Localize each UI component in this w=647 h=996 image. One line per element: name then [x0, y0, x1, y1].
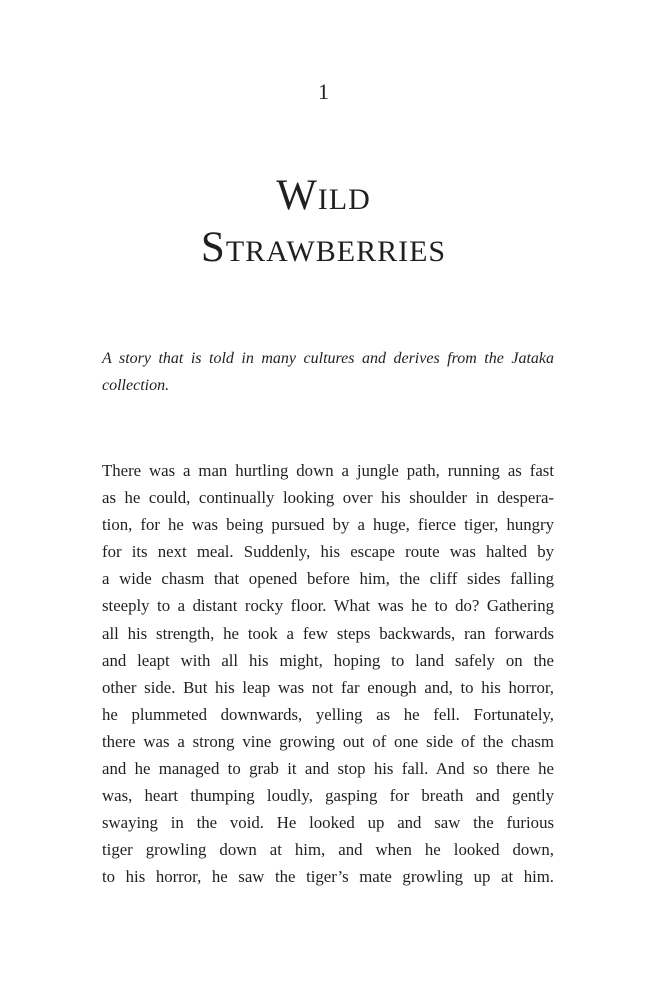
body-line: all his strength, he took a few steps backwards, ran forwards — [102, 623, 554, 643]
body-line: other side. But his leap was not far enough and, to his horror, — [102, 677, 554, 697]
body-line: to his horror, he saw the tiger’s mate growling up at him. — [102, 867, 554, 887]
chapter-title-line-1: Wild — [276, 172, 371, 219]
chapter-title-line-2: Strawberries — [200, 224, 447, 271]
body-line: and he managed to grab it and stop his fall. And so there he — [102, 759, 554, 779]
body-line: was, heart thumping loudly, gasping for breath and gently — [102, 786, 554, 806]
body-line: tiger growling down at him, and when he looked down, — [102, 840, 554, 860]
body-line: for its next meal. Suddenly, his escape route was halted by — [102, 542, 554, 562]
chapter-title — [0, 170, 647, 274]
body-paragraph — [102, 457, 554, 891]
chapter-number: 1 — [318, 79, 329, 104]
body-line: as he could, continually looking over his shoulder in despera- — [102, 488, 554, 508]
body-line: steeply to a distant rocky floor. What was he to do? Gathering — [102, 596, 554, 616]
body-line: a wide chasm that opened before him, the cliff sides falling — [102, 569, 554, 589]
body-line: and leapt with all his might, hoping to land safely on the — [102, 650, 554, 670]
body-line: There was a man hurtling down a jungle path, running as fast — [102, 461, 554, 480]
body-line: swaying in the void. He looked up and saw the furious — [102, 813, 554, 833]
body-line: tion, for he was being pursued by a huge, fierce tiger, hungry — [102, 515, 554, 535]
body-line: he plummeted downwards, yelling as he fell. Fortunately, — [102, 704, 554, 724]
body-line: there was a strong vine growing out of one side of the chasm — [102, 731, 554, 751]
epigraph: A story that is told in many cultures and derives from the Jataka collection. — [102, 350, 554, 394]
